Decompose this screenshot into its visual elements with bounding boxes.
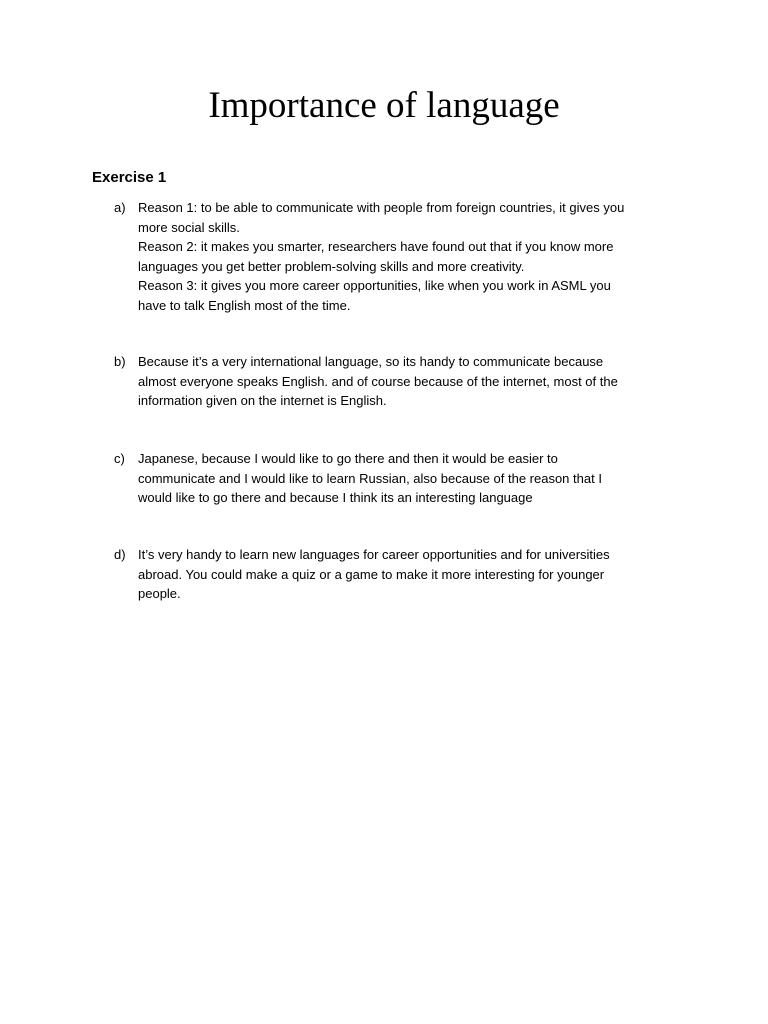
- text-line: Reason 3: it gives you more career opportunities, like when you work in ASML you: [138, 278, 611, 293]
- item-marker: c): [114, 451, 125, 466]
- item-text: [138, 449, 714, 508]
- document-title: Importance of language: [208, 85, 560, 126]
- item-text: [138, 352, 714, 411]
- text-line: Reason 1: to be able to communicate with people from foreign countries, it gives you: [138, 200, 625, 215]
- text-line: more social skills.: [138, 219, 240, 235]
- text-line: almost everyone speaks English. and of course because of the internet, most of the: [138, 373, 618, 389]
- text-line: Japanese, because I would like to go there and then it would be easier to: [138, 451, 558, 466]
- answer-item-a: [114, 198, 714, 315]
- text-line: have to talk English most of the time.: [138, 297, 351, 313]
- text-line: information given on the internet is English.: [138, 393, 387, 408]
- text-line: would like to go there and because I think its an interesting language: [138, 490, 533, 505]
- answer-item-c: [114, 449, 714, 508]
- text-line: abroad. You could make a quiz or a game to make it more interesting for younger: [138, 566, 605, 582]
- text-line: Because it’s a very international language, so its handy to communicate because: [138, 354, 604, 369]
- item-text: [138, 198, 714, 315]
- text-line: communicate and I would like to learn Russian, also because of the reason that I: [138, 470, 602, 486]
- exercise-heading: Exercise 1: [92, 169, 167, 186]
- text-line: languages you get better problem-solving skills and more creativity.: [138, 258, 525, 274]
- answer-item-b: [114, 352, 714, 411]
- item-marker: a): [114, 200, 126, 215]
- text-line: It’s very handy to learn new languages for career opportunities and for universities: [138, 547, 610, 562]
- item-marker: b): [114, 354, 126, 369]
- answer-item-d: [114, 545, 714, 604]
- item-text: [138, 545, 714, 604]
- text-line: people.: [138, 586, 181, 601]
- item-marker: d): [114, 547, 126, 562]
- text-line: Reason 2: it makes you smarter, researchers have found out that if you know more: [138, 239, 614, 254]
